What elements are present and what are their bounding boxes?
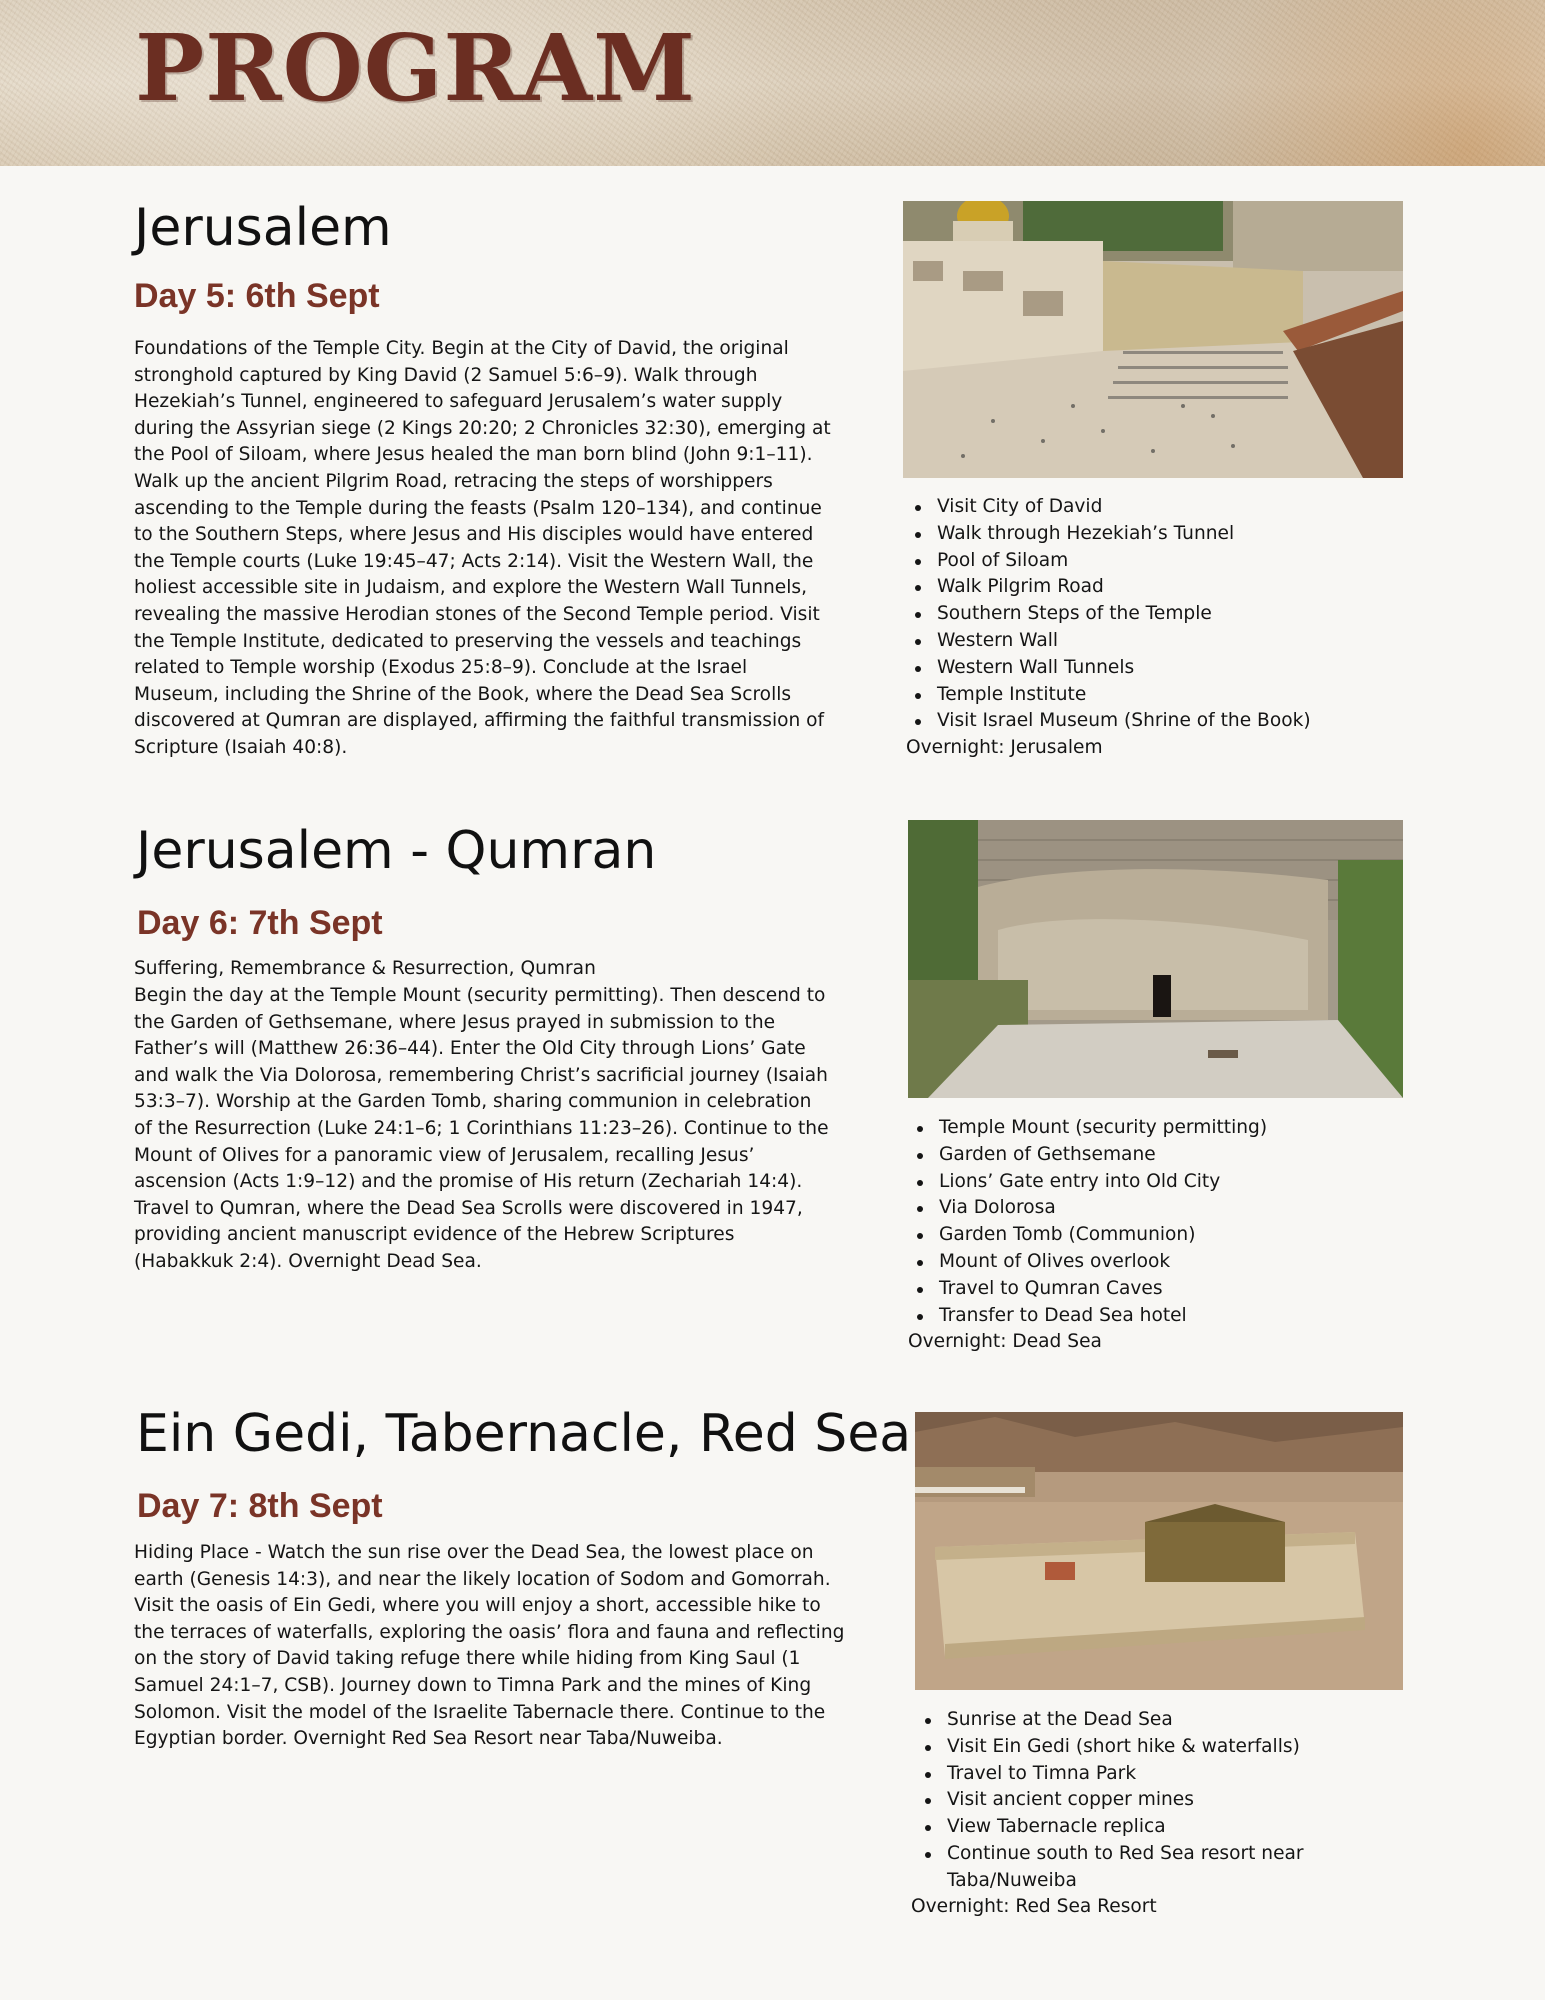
list-item: Southern Steps of the Temple [903, 601, 1423, 628]
list-item: Lions’ Gate entry into Old City [905, 1169, 1425, 1196]
day-title-7: Day 7: 8th Sept [137, 1487, 383, 1525]
section-title-jerusalem: Jerusalem [134, 198, 392, 258]
list-item: Walk Pilgrim Road [903, 574, 1423, 601]
list-item: Continue south to Red Sea resort near Taba/Nuweiba [913, 1841, 1393, 1895]
section-title-ein-gedi: Ein Gedi, Tabernacle, Red Sea [136, 1404, 912, 1464]
day-5-description: Foundations of the Temple City. Begin at the City of David, the original stronghold captured by King David (2 Samuel 5:6–9). Walk through Hezekiah’s Tunnel, engineered to safeguard Jerusalem’s water supply during the Assyrian siege (2 Kings 20:20; 2 Chronicles 32:30), emerging at the Pool of Siloam, where Jesus healed the man born blind (John 9:1–11). Walk up the ancient Pilgrim Road, retracing the steps of worshippers ascending to the Temple during the feasts (Psalm 120–134), and continue to the Southern Steps, where Jesus and His disciples would have entered the Temple courts (Luke 19:45–47; Acts 2:14). Visit the Western Wall, the holiest accessible site in Judaism, and explore the Western Wall Tunnels, revealing the massive Herodian stones of the Second Temple period. Visit the Temple Institute, dedicated to preserving the vessels and teachings related to Temple worship (Exodus 25:8–9). Conclude at the Israel Museum, including the Shrine of the Book, where the Dead Sea Scrolls discovered at Qumran are displayed, affirming the faithful transmission of Scripture (Isaiah 40:8). [134, 338, 831, 758]
page-title: PROGRAM [135, 14, 697, 122]
day-6-overnight: Overnight: Dead Sea [908, 1331, 1102, 1352]
list-item: Visit Ein Gedi (short hike & waterfalls) [913, 1734, 1393, 1761]
list-item: Travel to Timna Park [913, 1761, 1393, 1788]
day-6-description: Begin the day at the Temple Mount (security permitting). Then descend to the Garden of Gethsemane, where Jesus prayed in submission to the Father’s will (Matthew 26:36–44). Enter the Old City through Lions’ Gate and walk the Via Dolorosa, remembering Christ’s sacrificial journey (Isaiah 53:3–7). Worship at the Garden Tomb, sharing communion in celebration of the Resurrection (Luke 24:1–6; 1 Corinthians 11:23–26). Continue to the Mount of Olives for a panoramic view of Jerusalem, recalling Jesus’ ascension (Acts 1:9–12) and the promise of His return (Zechariah 14:4). Travel to Qumran, where the Dead Sea Scrolls were discovered in 1947, providing ancient manuscript evidence of the Hebrew Scriptures (Habakkuk 2:4). Overnight Dead Sea. [134, 985, 829, 1272]
list-item: Pool of Siloam [903, 548, 1423, 575]
day-6-subtitle: Suffering, Remembrance & Resurrection, Qumran [134, 958, 596, 979]
list-item: Mount of Olives overlook [905, 1249, 1425, 1276]
list-item: Western Wall [903, 628, 1423, 655]
day-7-highlights [913, 1707, 1393, 1895]
list-item: Temple Mount (security permitting) [905, 1115, 1425, 1142]
list-item: Temple Institute [903, 682, 1423, 709]
section-title-jerusalem-qumran: Jerusalem - Qumran [136, 821, 657, 881]
list-item: View Tabernacle replica [913, 1814, 1393, 1841]
list-item: Visit ancient copper mines [913, 1787, 1393, 1814]
day-title-5: Day 5: 6th Sept [134, 277, 380, 315]
list-item: Walk through Hezekiah’s Tunnel [903, 521, 1423, 548]
list-item: Western Wall Tunnels [903, 655, 1423, 682]
list-item: Visit City of David [903, 494, 1423, 521]
garden-tomb-photo [908, 820, 1403, 1098]
list-item: Garden Tomb (Communion) [905, 1222, 1425, 1249]
list-item: Travel to Qumran Caves [905, 1276, 1425, 1303]
list-item: Garden of Gethsemane [905, 1142, 1425, 1169]
day-title-6: Day 6: 7th Sept [137, 904, 383, 942]
day-6-highlights [905, 1115, 1425, 1329]
day-7-overnight: Overnight: Red Sea Resort [911, 1896, 1157, 1917]
tabernacle-photo [915, 1412, 1403, 1690]
day-5-overnight: Overnight: Jerusalem [906, 737, 1103, 758]
list-item: Visit Israel Museum (Shrine of the Book) [903, 708, 1423, 735]
western-wall-photo [903, 201, 1403, 478]
list-item: Transfer to Dead Sea hotel [905, 1303, 1425, 1330]
header-banner [0, 0, 1545, 166]
list-item: Sunrise at the Dead Sea [913, 1707, 1393, 1734]
list-item: Via Dolorosa [905, 1195, 1425, 1222]
day-7-description: Hiding Place - Watch the sun rise over the Dead Sea, the lowest place on earth (Genesis 14:3), and near the likely location of Sodom and Gomorrah. Visit the oasis of Ein Gedi, where you will enjoy a short, accessible hike to the terraces of waterfalls, exploring the oasis’ flora and fauna and reflecting on the story of David taking refuge there while hiding from King Saul (1 Samuel 24:1–7, CSB). Journey down to Timna Park and the mines of King Solomon. Visit the model of the Israelite Tabernacle there. Continue to the Egyptian border. Overnight Red Sea Resort near Taba/Nuweiba. [134, 1542, 845, 1750]
day-5-highlights [903, 494, 1423, 735]
